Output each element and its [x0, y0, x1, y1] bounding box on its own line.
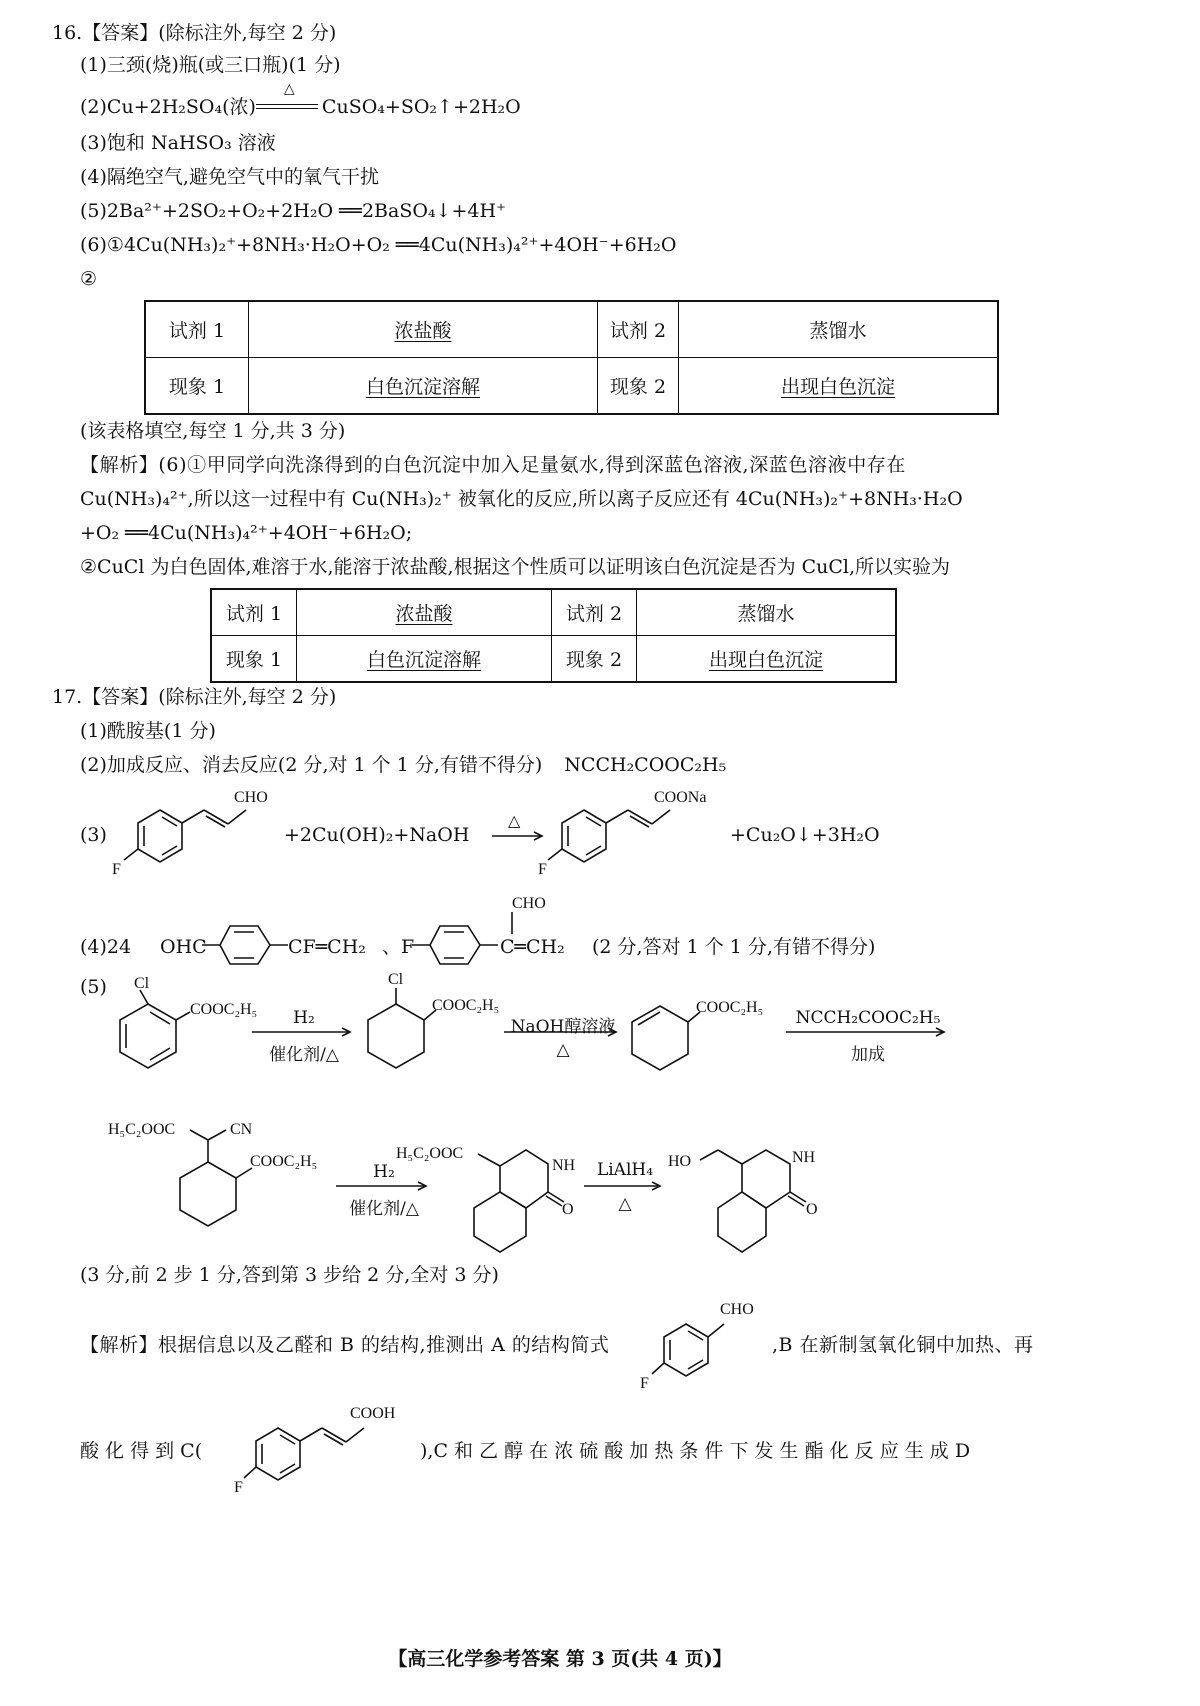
- q16-answer-6-2: ②: [80, 268, 98, 290]
- catalyst-label: 催化剂/△: [269, 1045, 339, 1065]
- cho-label: CHO: [720, 1301, 754, 1318]
- cho-label: CHO: [234, 789, 268, 806]
- h2-label: H₂: [373, 1162, 395, 1182]
- table-row: [211, 636, 896, 683]
- ncc-formula: NCCH₂COOC₂H₅: [564, 754, 727, 776]
- ohc-label: OHC: [160, 936, 207, 958]
- q16-answer-2: [80, 81, 521, 118]
- ester-label: COOC₂H₅: [190, 1001, 258, 1018]
- naoh-alcohol-label: NaOH醇溶液: [510, 1017, 616, 1037]
- h5c2ooc-label: H₅C₂OOC: [396, 1145, 464, 1162]
- o-label: O: [806, 1201, 818, 1218]
- q17-explanation-line-1: 【解析】根据信息以及乙醛和 B 的结构,推测出 A 的结构简式: [80, 1334, 610, 1356]
- bicyclic-lactam-ester-structure: [396, 1136, 596, 1262]
- h5c2ooc-label: H₅C₂OOC: [108, 1121, 176, 1138]
- catalyst-label: 催化剂/△: [349, 1199, 419, 1219]
- addition-label: 加成: [851, 1045, 885, 1065]
- table-cell: 蒸馏水: [679, 301, 999, 358]
- q16-explanation-line-2: Cu(NH₃)₄²⁺,所以这一过程中有 Cu(NH₃)₂⁺ 被氧化的反应,所以离子反应还有 4Cu(NH₃)₂⁺+8NH₃·H₂O: [80, 488, 963, 510]
- fluorocinnamic-acid-structure: [234, 1400, 436, 1496]
- q17-answer-5-label: (5): [80, 976, 107, 998]
- q17-answer-3-products: +Cu₂O↓+3H₂O: [730, 824, 880, 846]
- page-footer: 【高三化学参考答案 第 3 页(共 4 页)】: [388, 1648, 732, 1670]
- table-row: [145, 358, 998, 415]
- q16-header: 16.【答案】(除标注外,每空 2 分): [52, 22, 337, 44]
- delta-label: △: [556, 1040, 570, 1060]
- table-cell: 现象 2: [552, 636, 637, 683]
- table-cell: 试剂 1: [145, 301, 249, 358]
- q17-answer-3-reagents: +2Cu(OH)₂+NaOH: [284, 824, 470, 846]
- svg-text:△: △: [508, 813, 521, 830]
- fluorobenzaldehyde-structure: [636, 1296, 776, 1392]
- equals-sign: [256, 104, 318, 109]
- cyclohexene-ester-structure: [622, 986, 782, 1086]
- table-cell: 现象 1: [211, 636, 297, 683]
- table-note: (该表格填空,每空 1 分,共 3 分): [80, 420, 346, 442]
- o-label: O: [562, 1201, 574, 1218]
- table-cell: 试剂 2: [552, 589, 637, 636]
- ho-label: HO: [668, 1153, 692, 1170]
- nh-label: NH: [792, 1149, 816, 1166]
- cinnamaldehyde-structure: [110, 780, 290, 890]
- table-cell: 白色沉淀溶解: [249, 358, 598, 415]
- cooh-label: COOH: [350, 1405, 396, 1422]
- table-cell: 浓盐酸: [297, 589, 552, 636]
- q17-answer-4-note: (2 分,答对 1 个 1 分,有错不得分): [592, 936, 876, 958]
- cf-ch2-label: CF═CH₂: [288, 936, 366, 958]
- q17-answer-4-label: (4)24: [80, 936, 132, 958]
- table-cell: 白色沉淀溶解: [297, 636, 552, 683]
- table-cell: 蒸馏水: [637, 589, 897, 636]
- table-cell: 现象 1: [145, 358, 249, 415]
- lialh4-label: LiAlH₄: [596, 1160, 654, 1180]
- nh-label: NH: [552, 1157, 576, 1174]
- c-ch2-label: C═CH₂: [500, 936, 565, 958]
- table-cell: 现象 2: [598, 358, 679, 415]
- table-cell: 浓盐酸: [249, 301, 598, 358]
- q16-explanation-line-3: +O₂ ══4Cu(NH₃)₄²⁺+4OH⁻+6H₂O;: [80, 522, 413, 544]
- q17-header: 17.【答案】(除标注外,每空 2 分): [52, 686, 337, 708]
- q16-answer-3: (3)饱和 NaHSO₃ 溶液: [80, 132, 276, 154]
- q16-answer-2-reactants: (2)Cu+2H₂SO₄(浓): [80, 96, 256, 118]
- table-row: [145, 301, 998, 358]
- answer-table-2: [210, 588, 897, 683]
- q16-answer-1: (1)三颈(烧)瓶(或三口瓶)(1 分): [80, 54, 341, 76]
- ester-label: COOC₂H₅: [250, 1153, 318, 1170]
- q17-explanation-line-1-end: ,B 在新制氢氧化铜中加热、再: [772, 1334, 1034, 1356]
- table-cell: 出现白色沉淀: [637, 636, 897, 683]
- chlorocyclohexane-ester-structure: [358, 970, 518, 1080]
- q16-answer-4: (4)隔绝空气,避免空气中的氧气干扰: [80, 166, 379, 188]
- f-label: F: [538, 861, 547, 878]
- reaction-arrow: [584, 1178, 666, 1192]
- cn-label: CN: [230, 1121, 253, 1138]
- coona-label: COONa: [654, 789, 707, 806]
- h2-label: H₂: [293, 1008, 315, 1028]
- table-cell: 出现白色沉淀: [679, 358, 999, 415]
- q17-answer-3-label: (3): [80, 824, 107, 846]
- q16-answer-5: (5)2Ba²⁺+2SO₂+O₂+2H₂O ══2BaSO₄↓+4H⁺: [80, 200, 507, 222]
- q17-answer-1: (1)酰胺基(1 分): [80, 720, 216, 742]
- q16-explanation-line-4: ②CuCl 为白色固体,难溶于水,能溶于浓盐酸,根据这个性质可以证明该白色沉淀是否为 CuCl,所以实验为: [80, 556, 951, 578]
- cl-label: Cl: [388, 971, 404, 988]
- f-label: F: [640, 1375, 649, 1392]
- q17-answer-2: (2)加成反应、消去反应(2 分,对 1 个 1 分,有错不得分) NCCH₂COOC₂H₅: [80, 754, 727, 776]
- phenyl-ring-2: [412, 890, 582, 970]
- f-label: F: [112, 861, 121, 878]
- q16-answer-6: (6)①4Cu(NH₃)₂⁺+8NH₃·H₂O+O₂ ══4Cu(NH₃)₄²⁺+4OH⁻+6H₂O: [80, 234, 677, 256]
- q17-explanation-line-2: 酸 化 得 到 C(: [80, 1440, 203, 1462]
- cinnamate-structure: [538, 780, 736, 890]
- heat-condition: △: [283, 81, 295, 97]
- q16-explanation-line-1: 【解析】(6)①甲同学向洗涤得到的白色沉淀中加入足量氨水,得到深蓝色溶液,深蓝色溶液中存在: [80, 454, 906, 476]
- reaction-arrow: [492, 812, 546, 842]
- table-cell: 试剂 2: [598, 301, 679, 358]
- separator-f: 、F: [382, 936, 415, 958]
- ester-label: COOC₂H₅: [696, 999, 764, 1016]
- table-row: [211, 589, 896, 636]
- answer-table-1: [144, 300, 999, 415]
- delta-label: △: [618, 1194, 632, 1214]
- phenyl-ring-1: [200, 918, 290, 970]
- f-label: F: [234, 1479, 243, 1496]
- cyano-diester-structure: [108, 1114, 348, 1254]
- chlorobenzoate-structure: [110, 976, 270, 1080]
- hydroxymethyl-lactam-structure: [666, 1136, 836, 1262]
- q17-answer-5-note: (3 分,前 2 步 1 分,答到第 3 步给 2 分,全对 3 分): [80, 1264, 499, 1286]
- cl-label: Cl: [134, 975, 150, 992]
- q16-answer-2-products: CuSO₄+SO₂↑+2H₂O: [321, 96, 521, 118]
- ncc-reagent-label: NCCH₂COOC₂H₅: [795, 1008, 941, 1028]
- cho-label: CHO: [512, 895, 546, 912]
- ester-label: COOC₂H₅: [432, 997, 500, 1014]
- q17-explanation-line-2-end: ),C 和 乙 醇 在 浓 硫 酸 加 热 条 件 下 发 生 酯 化 反 应 生 成 D: [420, 1440, 971, 1462]
- table-cell: 试剂 1: [211, 589, 297, 636]
